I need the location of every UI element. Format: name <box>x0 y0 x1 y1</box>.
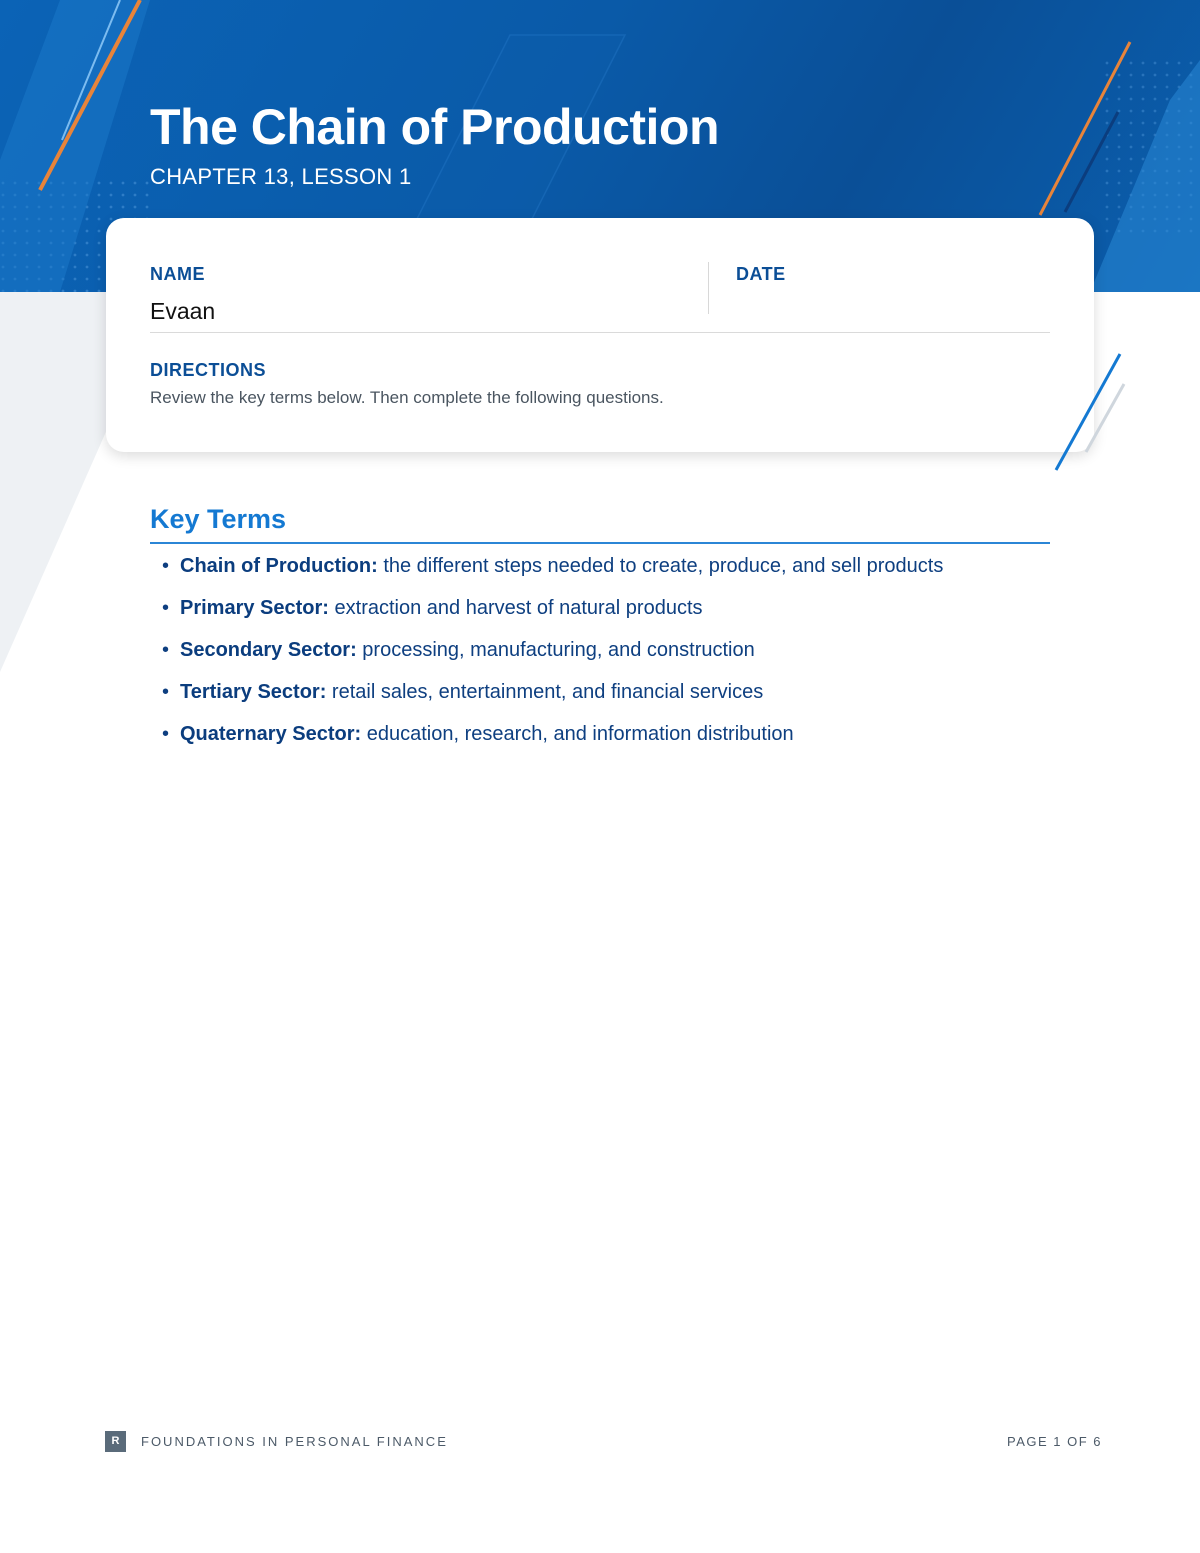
page-title: The Chain of Production <box>150 99 720 155</box>
term-name: Tertiary Sector: <box>180 681 327 703</box>
list-item <box>162 718 943 760</box>
name-field[interactable]: Evaan <box>150 298 216 324</box>
chapter-lesson-subtitle: CHAPTER 13, LESSON 1 <box>150 164 412 189</box>
term-name: Secondary Sector: <box>180 639 357 661</box>
directions-text: Review the key terms below. Then complete the following questions. <box>150 388 664 407</box>
term-name: Quaternary Sector: <box>180 723 362 745</box>
bullet-icon: • <box>162 681 170 703</box>
list-item <box>162 676 943 718</box>
card-accent-lines <box>1040 340 1140 480</box>
name-label: NAME <box>150 264 205 284</box>
term-definition: education, research, and information distribution <box>361 723 794 745</box>
bullet-icon: • <box>162 597 170 619</box>
key-terms-rule <box>150 542 1050 544</box>
student-info-card <box>106 218 1094 452</box>
term-definition: retail sales, entertainment, and financial services <box>326 681 764 703</box>
directions-label: DIRECTIONS <box>150 360 267 380</box>
list-item <box>162 634 943 676</box>
term-definition: the different steps needed to create, produce, and sell products <box>377 555 944 577</box>
field-divider <box>708 262 709 314</box>
key-terms-heading: Key Terms <box>150 504 287 534</box>
list-item <box>162 550 943 592</box>
field-underline <box>150 332 1050 333</box>
footer-course-name: FOUNDATIONS IN PERSONAL FINANCE <box>141 1434 448 1449</box>
term-name: Chain of Production: <box>180 555 378 577</box>
footer-page-number: PAGE 1 OF 6 <box>1007 1434 1103 1449</box>
key-terms-list <box>162 550 943 760</box>
term-definition: processing, manufacturing, and construction <box>356 639 755 661</box>
publisher-logo-icon: R <box>105 1431 126 1452</box>
date-label: DATE <box>736 264 786 284</box>
term-name: Primary Sector: <box>180 597 329 619</box>
term-definition: extraction and harvest of natural products <box>328 597 703 619</box>
bullet-icon: • <box>162 555 170 577</box>
bullet-icon: • <box>162 639 170 661</box>
bullet-icon: • <box>162 723 170 745</box>
list-item <box>162 592 943 634</box>
